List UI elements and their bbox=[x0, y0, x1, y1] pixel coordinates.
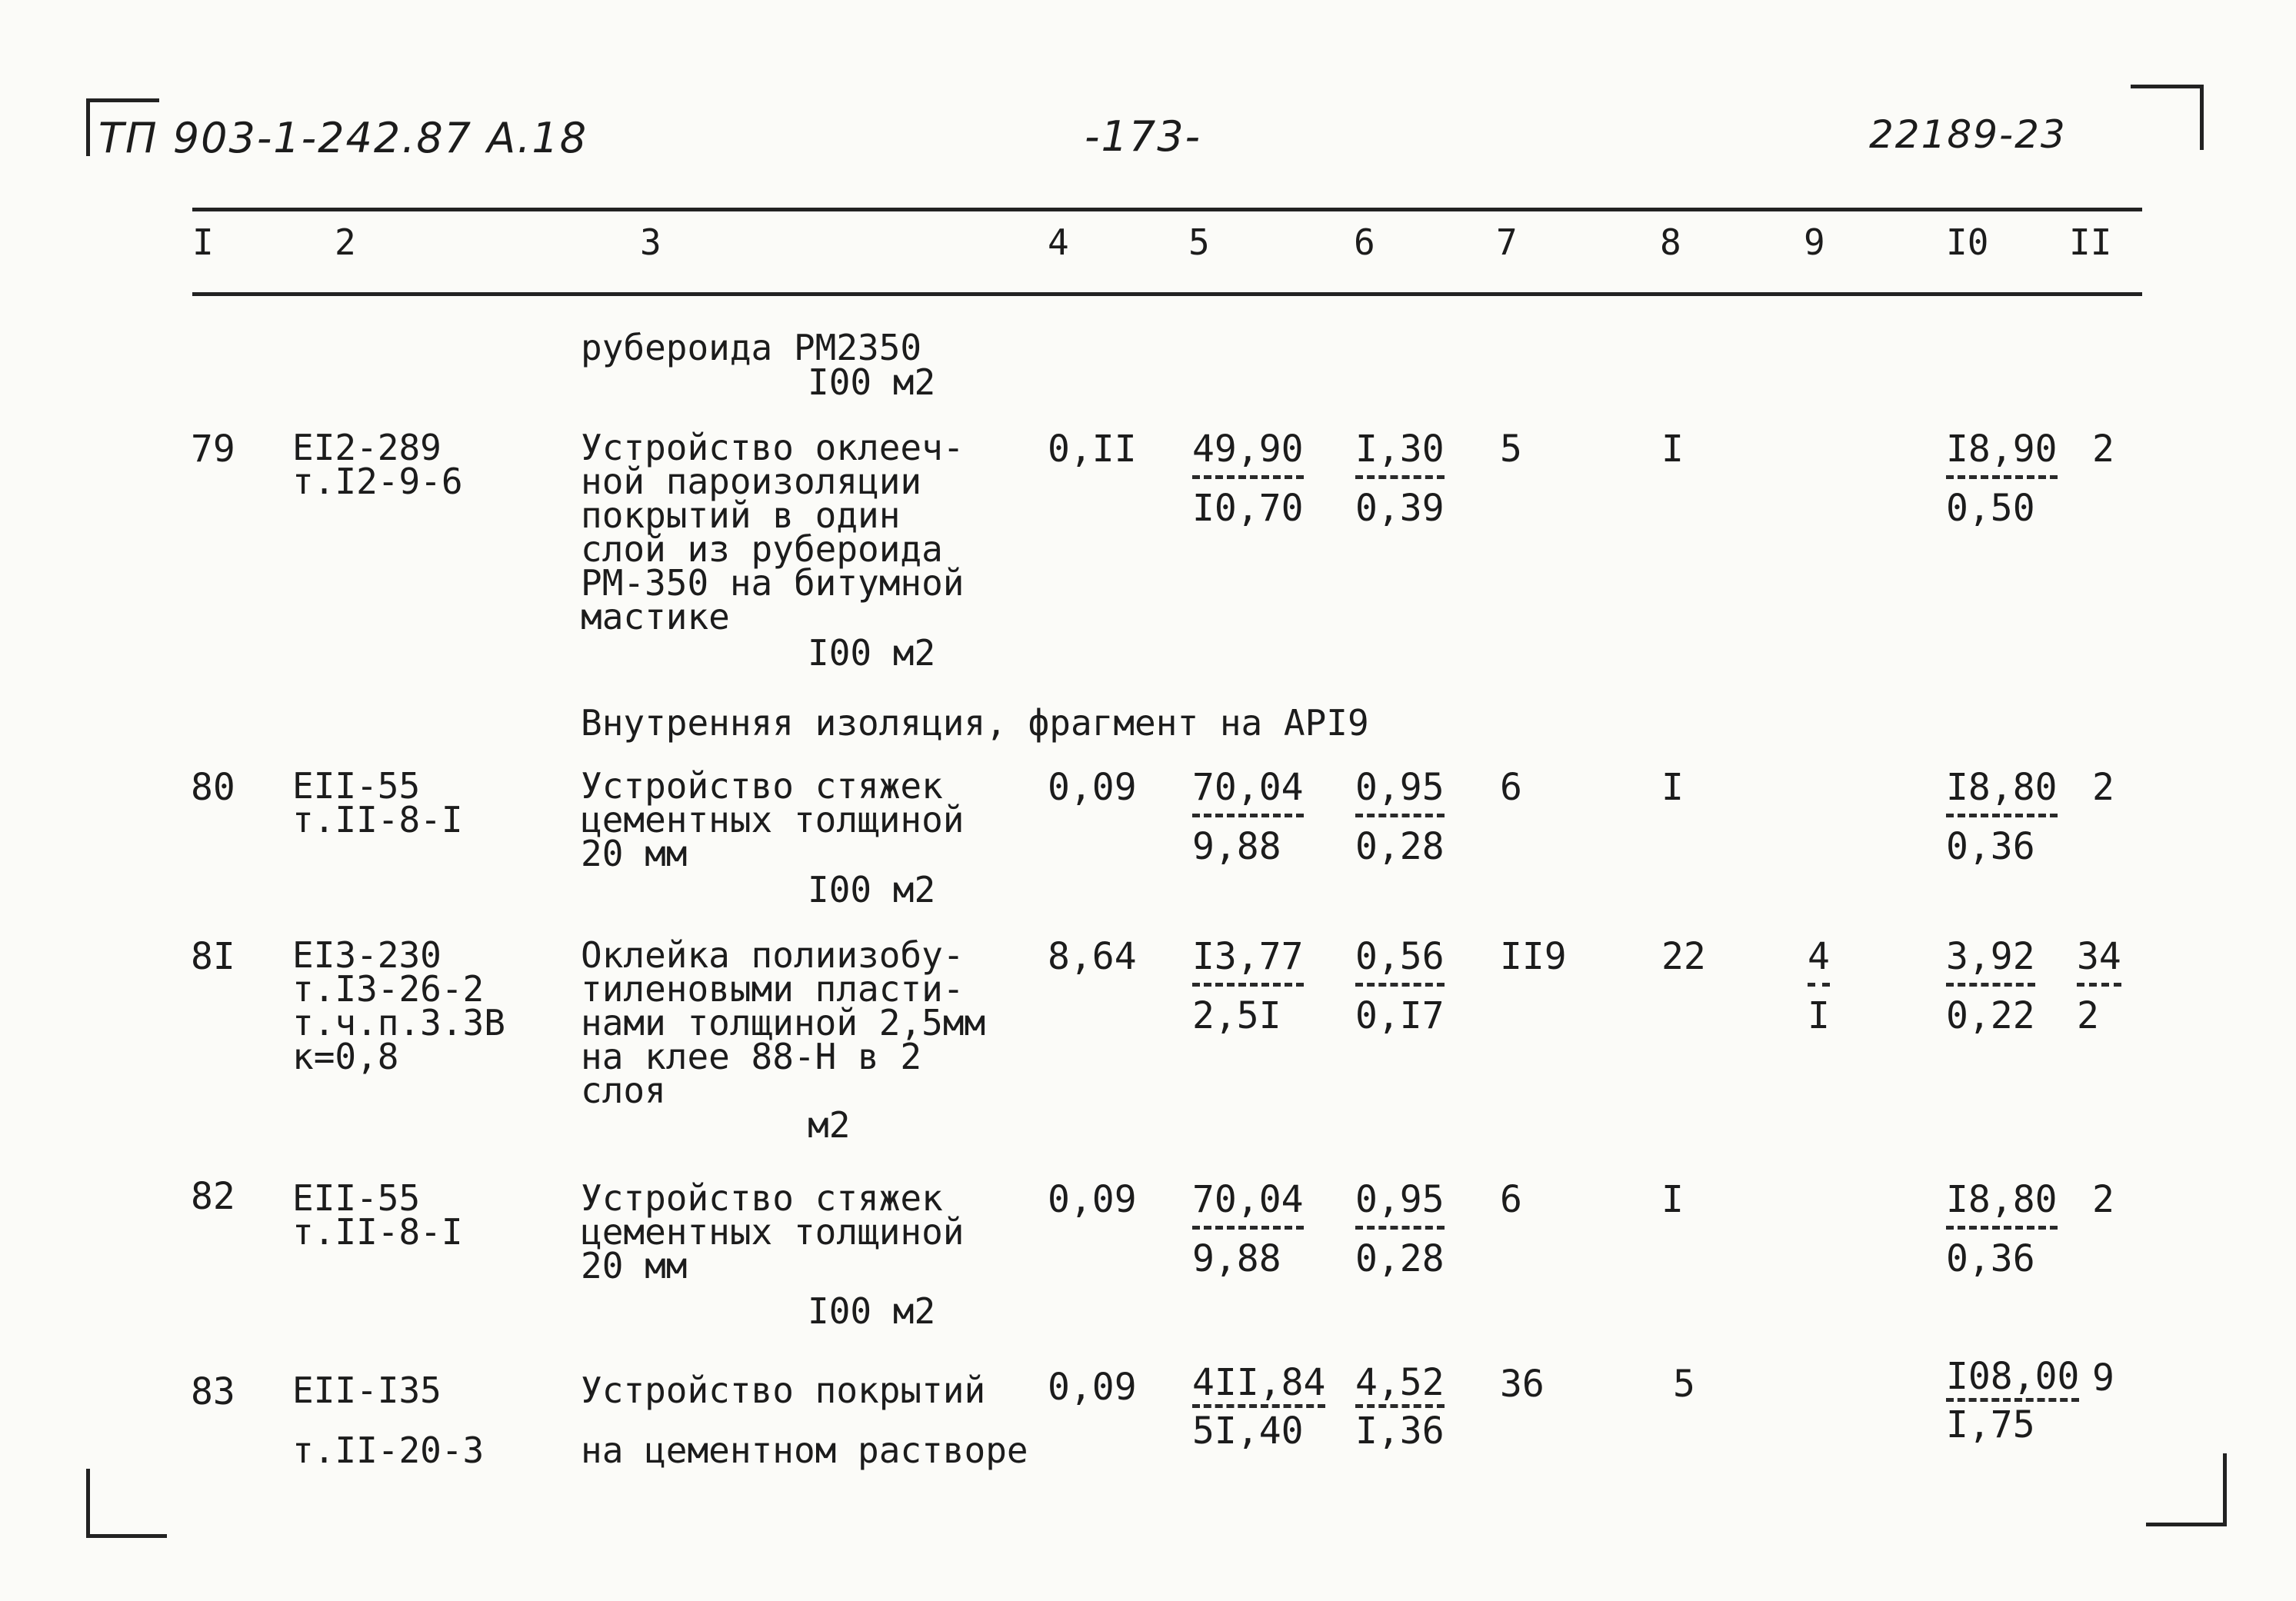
row-col7: 5 bbox=[1500, 428, 1522, 471]
row-col7: 6 bbox=[1500, 766, 1522, 809]
row-description: Устройство покрытий bbox=[581, 1370, 986, 1411]
row-code: ЕII-55 т.II-8-I bbox=[292, 1177, 463, 1253]
column-header: 9 bbox=[1804, 221, 1825, 263]
row-description: Устройство стяжек цементных толщиной 20 мм bbox=[581, 765, 965, 874]
column-header: I bbox=[192, 221, 214, 263]
column-header: 6 bbox=[1354, 221, 1375, 263]
row-col6: $\frac{4,52}{I,36}$ bbox=[1355, 1361, 1445, 1453]
row-col8: I bbox=[1661, 766, 1684, 809]
row-prev-desc: рубероида РМ2350 bbox=[581, 327, 922, 368]
row-col11: 9 bbox=[2092, 1356, 2114, 1400]
row-col8: I bbox=[1661, 428, 1684, 471]
row-number: 83 bbox=[191, 1370, 235, 1413]
row-col6: $\frac{0,95}{0,28}$ bbox=[1355, 766, 1445, 868]
row-col5: $\frac{70,04}{9,88}$ bbox=[1192, 1178, 1304, 1280]
row-code: ЕI3-230 т.I3-26-2 т.ч.п.3.3В к=0,8 bbox=[292, 934, 505, 1077]
row-col11: 2 bbox=[2092, 1178, 2114, 1221]
corner-mark-bottom-left bbox=[86, 1469, 167, 1538]
row-col7: II9 bbox=[1500, 935, 1567, 978]
column-header: 3 bbox=[640, 221, 661, 263]
row-col6: $\frac{0,95}{0,28}$ bbox=[1355, 1178, 1445, 1280]
row-col5: $\frac{70,04}{9,88}$ bbox=[1192, 766, 1304, 868]
row-col9: $\frac{4}{I}$ bbox=[1808, 935, 1830, 1037]
row-description: Оклейка полиизобу- тиленовыми пласти- нами толщиной 2,5мм на клее 88-Н в 2 слоя bbox=[581, 934, 986, 1111]
column-header: 4 bbox=[1048, 221, 1069, 263]
row-col10: $\frac{I8,80}{0,36}$ bbox=[1946, 1178, 2058, 1280]
row-code: ЕII-55 т.II-8-I bbox=[292, 765, 463, 840]
row-col4: 0,09 bbox=[1048, 766, 1137, 809]
row-col10: $\frac{I8,90}{0,50}$ bbox=[1946, 428, 2058, 530]
row-col6: $\frac{I,30}{0,39}$ bbox=[1355, 428, 1445, 530]
column-header: 8 bbox=[1660, 221, 1681, 263]
row-code: ЕII-I35 bbox=[292, 1370, 442, 1411]
row-col10: $\frac{I8,80}{0,36}$ bbox=[1946, 766, 2058, 868]
column-header: II bbox=[2069, 221, 2112, 263]
document-code: ТП 903-1-242.87 А.18 bbox=[98, 114, 588, 162]
row-prev-unit: I00 м2 bbox=[808, 361, 936, 403]
row-col7: 36 bbox=[1500, 1363, 1545, 1406]
row-description: Устройство стяжек цементных толщиной 20 мм bbox=[581, 1177, 965, 1286]
row-description: Устройство оклееч- ной пароизоляции покрытий в один слой из рубероида РМ-350 на битумной мастике bbox=[581, 427, 965, 637]
page-number: -173- bbox=[1085, 112, 1202, 161]
row-col11: $\frac{34}{2}$ bbox=[2077, 935, 2121, 1037]
row-unit: I00 м2 bbox=[808, 869, 936, 910]
column-header: 7 bbox=[1496, 221, 1518, 263]
row-code: ЕI2-289 т.I2-9-6 bbox=[292, 427, 463, 502]
row-col10: $\frac{3,92}{0,22}$ bbox=[1946, 935, 2035, 1037]
row-number: 82 bbox=[191, 1175, 235, 1218]
row-unit: м2 bbox=[808, 1104, 851, 1146]
table-header-rule bbox=[192, 292, 2142, 296]
column-header: 5 bbox=[1188, 221, 1210, 263]
row-unit: I00 м2 bbox=[808, 1290, 936, 1332]
row-col8: 22 bbox=[1661, 935, 1706, 978]
row-number: 80 bbox=[191, 766, 235, 809]
row-col8: 5 bbox=[1673, 1363, 1695, 1406]
row-col4: 8,64 bbox=[1048, 935, 1137, 978]
row-col11: 2 bbox=[2092, 428, 2114, 471]
section-title: Внутренняя изоляция, фрагмент на АРI9 bbox=[581, 702, 1369, 744]
row-col5: $\frac{I3,77}{2,5I}$ bbox=[1192, 935, 1304, 1037]
row-number: 8I bbox=[191, 935, 235, 978]
row-col4: 0,09 bbox=[1048, 1366, 1137, 1409]
table-top-rule bbox=[192, 208, 2142, 211]
row-number: 79 bbox=[191, 428, 235, 471]
column-header: I0 bbox=[1946, 221, 1989, 263]
row-code-ref: т.II-20-3 bbox=[292, 1430, 485, 1471]
row-col8: I bbox=[1661, 1178, 1684, 1221]
row-col4: 0,09 bbox=[1048, 1178, 1137, 1221]
corner-mark-bottom-right bbox=[2146, 1453, 2227, 1526]
row-col5: $\frac{4II,84}{5I,40}$ bbox=[1192, 1361, 1326, 1453]
row-col7: 6 bbox=[1500, 1178, 1522, 1221]
row-col5: $\frac{49,90}{I0,70}$ bbox=[1192, 428, 1304, 530]
row-col11: 2 bbox=[2092, 766, 2114, 809]
row-col10: $\frac{I08,00}{I,75}$ bbox=[1946, 1355, 2080, 1446]
corner-mark-top-right bbox=[2131, 85, 2204, 150]
row-unit: I00 м2 bbox=[808, 632, 936, 674]
document-number: 22189-23 bbox=[1869, 112, 2067, 157]
column-header: 2 bbox=[335, 221, 356, 263]
row-col4: 0,II bbox=[1048, 428, 1137, 471]
row-description-cont: на цементном растворе bbox=[581, 1430, 1028, 1471]
row-col6: $\frac{0,56}{0,I7}$ bbox=[1355, 935, 1445, 1037]
